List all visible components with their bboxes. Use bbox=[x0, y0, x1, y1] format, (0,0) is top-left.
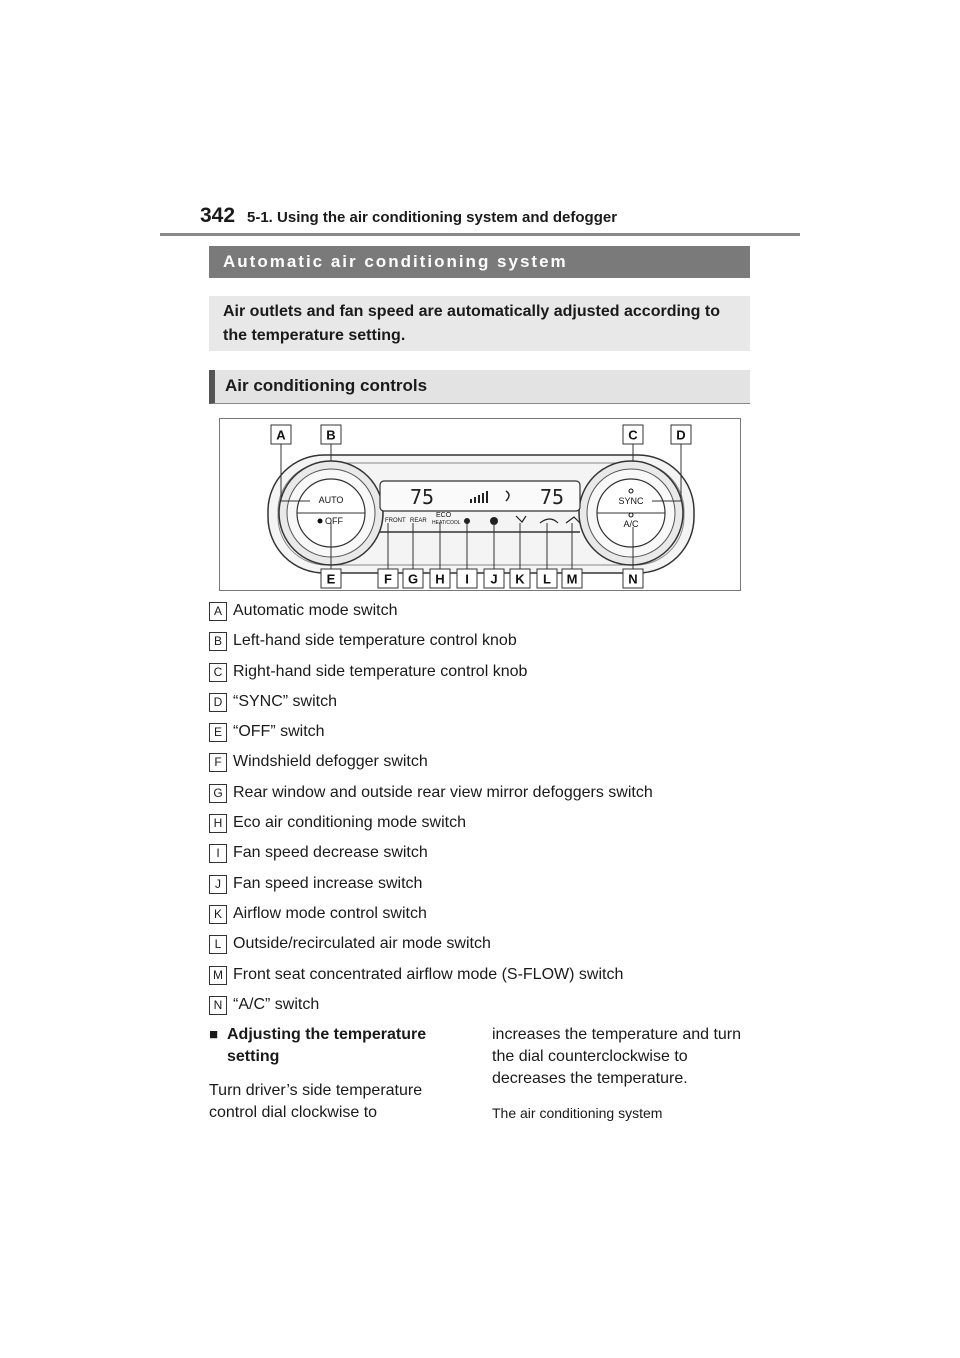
legend-item bbox=[209, 933, 750, 963]
eco-sub-label: HEAT/COOL bbox=[432, 520, 461, 526]
right-knob bbox=[579, 461, 683, 565]
legend-letter: G bbox=[209, 784, 227, 803]
callout-label: L bbox=[543, 571, 551, 587]
left-temp-readout: 75 bbox=[410, 485, 435, 509]
fan-off-icon bbox=[318, 519, 323, 524]
ac-button-label: A/C bbox=[623, 519, 639, 529]
legend-item bbox=[209, 691, 750, 721]
legend-letter: F bbox=[209, 753, 227, 772]
callout-label: D bbox=[676, 427, 686, 443]
adjusting-body-left: Turn driver’s side temperature control dial clockwise to bbox=[209, 1082, 423, 1121]
intro-text: Air outlets and fan speed are automatically adjusted according to the temperature setting. bbox=[209, 296, 750, 351]
right-temp-readout: 75 bbox=[540, 485, 565, 509]
legend-item bbox=[209, 903, 750, 933]
legend-text: “SYNC” switch bbox=[233, 692, 338, 710]
legend-text: Left-hand side temperature control knob bbox=[233, 632, 517, 650]
legend-text: Fan speed increase switch bbox=[233, 874, 423, 892]
callout-label: B bbox=[326, 427, 336, 443]
legend-letter: C bbox=[209, 663, 227, 682]
callout-label: M bbox=[566, 571, 578, 587]
legend-letter: M bbox=[209, 966, 227, 985]
center-display bbox=[380, 481, 580, 511]
callout-label: N bbox=[628, 571, 638, 587]
legend-text: Eco air conditioning mode switch bbox=[233, 814, 467, 832]
callout-label: H bbox=[435, 571, 445, 587]
legend-text: Front seat concentrated airflow mode (S-FLOW) switch bbox=[233, 965, 624, 983]
front-button-label: FRONT bbox=[385, 518, 406, 524]
callout-label: G bbox=[407, 571, 419, 587]
auto-button-label: AUTO bbox=[318, 495, 344, 505]
page-number: 342 bbox=[200, 204, 236, 227]
legend-text: Fan speed decrease switch bbox=[233, 844, 428, 862]
legend-letter: B bbox=[209, 632, 227, 651]
legend-text: Airflow mode control switch bbox=[233, 904, 427, 922]
legend-text: “OFF” switch bbox=[233, 723, 325, 741]
adjusting-note: The air conditioning system bbox=[492, 1105, 663, 1121]
control-panel-diagram bbox=[219, 418, 741, 591]
legend-letter: K bbox=[209, 905, 227, 924]
eco-button-label: ECO bbox=[436, 512, 452, 519]
legend-letter: I bbox=[209, 844, 227, 863]
legend-list bbox=[209, 600, 750, 1024]
adjusting-right-column bbox=[492, 1024, 750, 1124]
legend-item bbox=[209, 964, 750, 994]
legend-letter: D bbox=[209, 693, 227, 712]
legend-item bbox=[209, 873, 750, 903]
legend-letter: L bbox=[209, 935, 227, 954]
chapter-title: 5-1. Using the air conditioning system and defogger bbox=[247, 209, 618, 226]
legend-letter: J bbox=[209, 875, 227, 894]
callout-label: K bbox=[515, 571, 525, 587]
adjusting-body-right: increases the temperature and turn the dial counterclockwise to decreases the temperature. bbox=[492, 1026, 742, 1087]
section-title: Automatic air conditioning system bbox=[209, 246, 750, 278]
adjusting-heading bbox=[209, 1024, 459, 1068]
legend-item bbox=[209, 600, 750, 630]
off-button-label: OFF bbox=[325, 516, 343, 526]
callout-label: J bbox=[490, 571, 498, 587]
rear-button-label: REAR bbox=[410, 518, 427, 524]
legend-item bbox=[209, 842, 750, 872]
sync-button-label: SYNC bbox=[618, 496, 644, 506]
legend-letter: E bbox=[209, 723, 227, 742]
callout-label: C bbox=[628, 427, 638, 443]
heading-marker: ■ bbox=[209, 1026, 219, 1043]
callout-label: F bbox=[384, 571, 392, 587]
legend-item bbox=[209, 812, 750, 842]
legend-letter: H bbox=[209, 814, 227, 833]
legend-letter: A bbox=[209, 602, 227, 621]
legend-text: Automatic mode switch bbox=[233, 602, 398, 619]
legend-item bbox=[209, 751, 750, 781]
header-rule bbox=[160, 233, 800, 236]
legend-text: Outside/recirculated air mode switch bbox=[233, 935, 491, 953]
adjusting-heading-text: Adjusting the temperature setting bbox=[227, 1026, 427, 1065]
subsection-title: Air conditioning controls bbox=[209, 370, 750, 404]
legend-item bbox=[209, 994, 750, 1024]
callout-label: E bbox=[326, 571, 336, 587]
legend-text: Windshield defogger switch bbox=[233, 753, 428, 771]
legend-text: “A/C” switch bbox=[233, 995, 320, 1013]
legend-letter: N bbox=[209, 996, 227, 1015]
legend-text: Right-hand side temperature control knob bbox=[233, 662, 528, 680]
legend-item bbox=[209, 661, 750, 691]
legend-item bbox=[209, 630, 750, 660]
legend-item bbox=[209, 782, 750, 812]
callout-label: A bbox=[276, 427, 286, 443]
callout-label: I bbox=[465, 571, 469, 587]
legend-text: Rear window and outside rear view mirror defoggers switch bbox=[233, 783, 653, 801]
control-panel-illustration bbox=[220, 419, 742, 592]
legend-item bbox=[209, 721, 750, 751]
adjusting-left-column bbox=[209, 1024, 459, 1124]
